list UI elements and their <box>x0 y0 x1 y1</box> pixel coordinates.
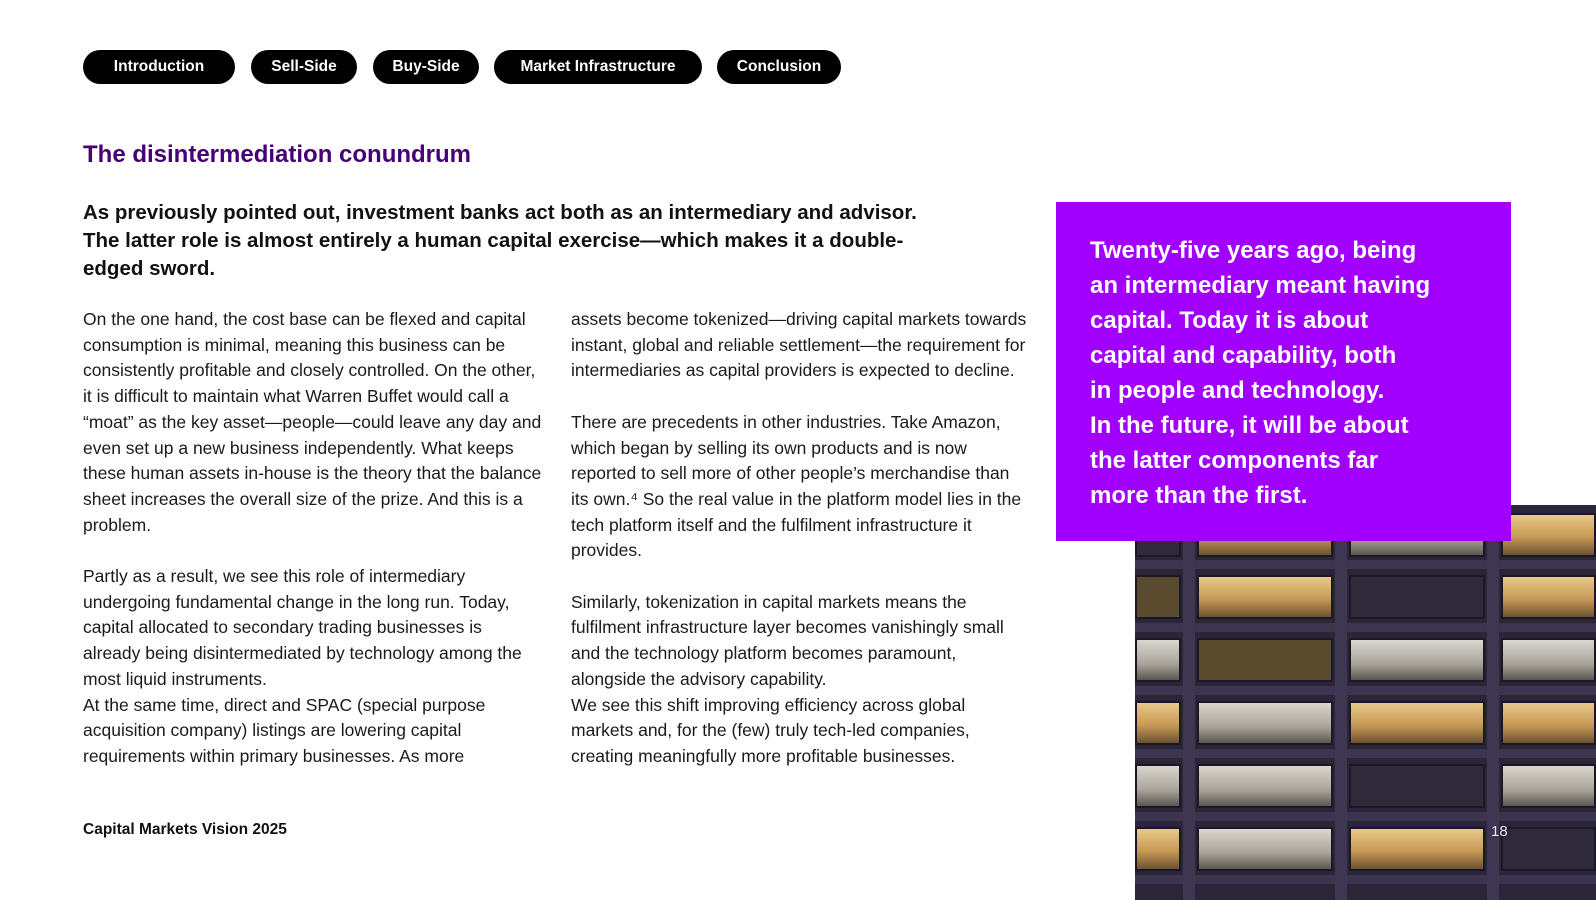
nav-pill-buy-side[interactable]: Buy-Side <box>373 50 479 84</box>
body-column-left <box>83 307 543 770</box>
office-building-photo <box>1135 505 1596 900</box>
pull-quote-text: Twenty-five years ago, being an intermediary meant having capital. Today it is about capital and capability, both in people and technology. In the future, it will be about the latter components far more than the first. <box>1090 237 1431 509</box>
body-paragraph: Similarly, tokenization in capital markets means the fulfilment infrastructure layer becomes vanishingly small and the technology platform becomes paramount, alongside the advisory capability. <box>571 591 1004 689</box>
body-paragraph: On the one hand, the cost base can be flexed and capital consumption is minimal, meaning this business can be consistently profitable and closely controlled. On the other, it is difficult to maintain what Warren Buffet would call a “moat” as the key asset—people—could leave any day and even set up a new business independently. What keeps these human assets in-house is the theory that the balance sheet increases the overall size of the prize. And this is a problem. <box>83 309 542 535</box>
nav-pill-market-infrastructure[interactable]: Market Infrastructure <box>494 50 702 84</box>
body-paragraph: There are precedents in other industries. Take Amazon, which began by selling its own products and is now reported to sell more of other people’s merchandise than its own.⁴ So the real value in the platform model lies in the tech platform itself and the fulfilment infrastructure it provides. <box>571 411 1022 561</box>
body-paragraph: assets become tokenized—driving capital markets towards instant, global and reliable settlement—the requirement for intermediaries as capital providers is expected to decline. <box>571 309 1027 381</box>
nav-pill-sell-side[interactable]: Sell-Side <box>251 50 357 84</box>
nav-pill-conclusion[interactable]: Conclusion <box>717 50 841 84</box>
section-title: The disintermediation conundrum <box>83 141 472 168</box>
body-column-right <box>571 307 1031 770</box>
page-number: 18 <box>1491 823 1508 840</box>
lead-paragraph: As previously pointed out, investment banks act both as an intermediary and advisor. The latter role is almost entirely a human capital exercise—which makes it a double-edged sword. <box>83 201 917 280</box>
publication-title: Capital Markets Vision 2025 <box>83 821 287 838</box>
nav-pill-introduction[interactable]: Introduction <box>83 50 235 84</box>
body-paragraph: We see this shift improving efficiency across global markets and, for the (few) truly tech-led companies, creating meaningfully more profitable businesses. <box>571 694 970 766</box>
body-paragraph: Partly as a result, we see this role of intermediary undergoing fundamental change in the long run. Today, capital allocated to secondary trading businesses is already being disintermediated by technology among the most liquid instruments. <box>83 566 522 689</box>
pull-quote-box <box>1056 202 1511 541</box>
body-paragraph: At the same time, direct and SPAC (special purpose acquisition company) listings are lowering capital requirements within primary businesses. As more <box>83 694 486 766</box>
